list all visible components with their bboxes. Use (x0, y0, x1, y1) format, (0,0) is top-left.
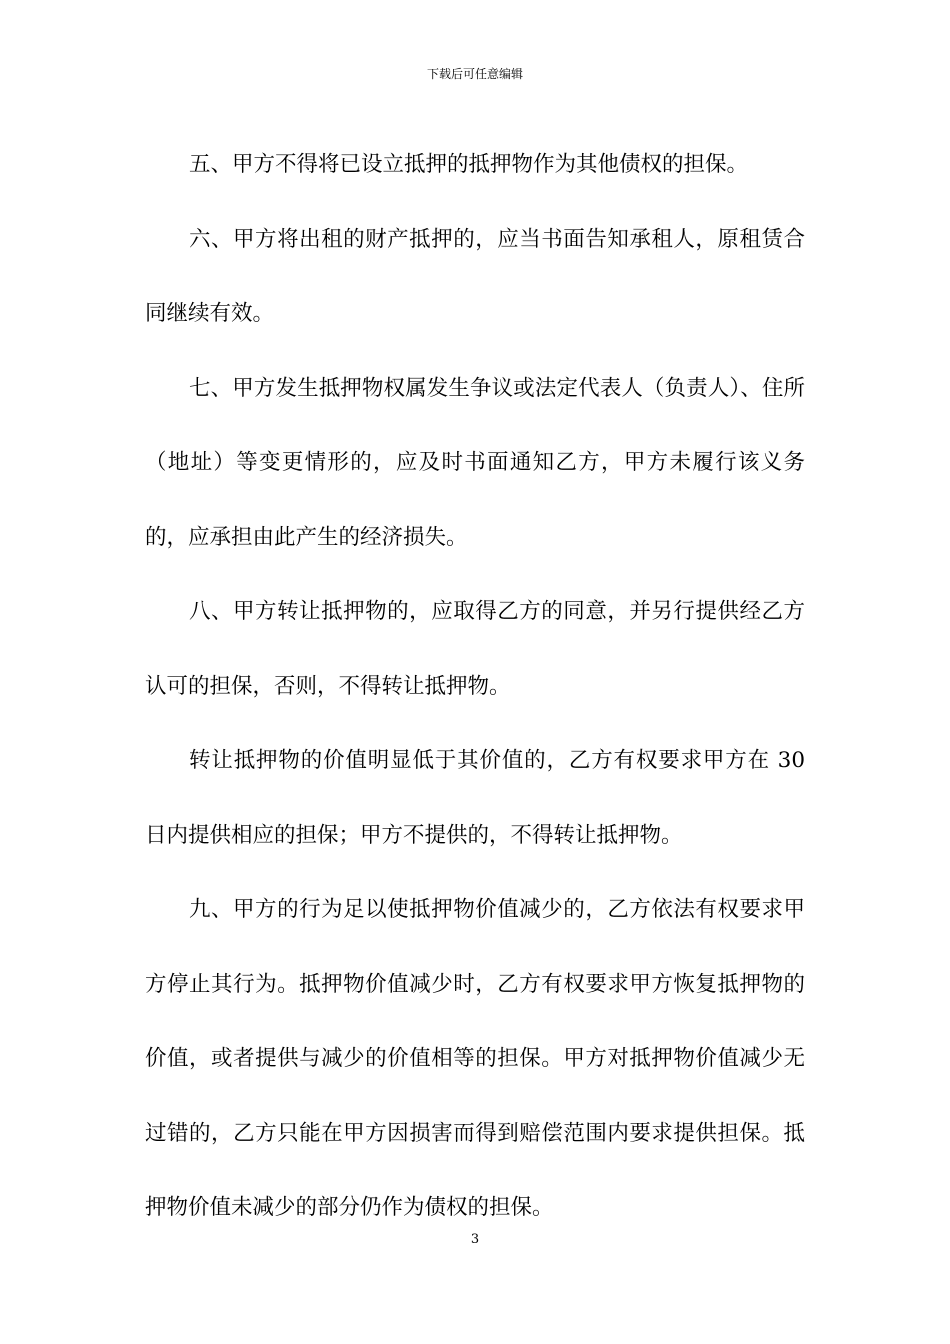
paragraph-clause-5: 五、甲方不得将已设立抵押的抵押物作为其他债权的担保。 (189, 152, 749, 177)
paragraph-clause-7: 七、甲方发生抵押物权属发生争议或法定代表人（负责人）、住所（地址）等变更情形的，应及时书面通知乙方，甲方未履行该义务的，应承担由此产生的经济损失。 (145, 375, 805, 550)
paragraph-clause-6: 六、甲方将出租的财产抵押的，应当书面告知承租人，原租赁合同继续有效。 (145, 226, 805, 326)
document-body (145, 128, 805, 1246)
paragraph-clause-8-transfer: 转让抵押物的价值明显低于其价值的，乙方有权要求甲方在 30 日内提供相应的担保；甲方不提供的，不得转让抵押物。 (145, 748, 805, 848)
paragraph-clause-9: 九、甲方的行为足以使抵押物价值减少的，乙方依法有权要求甲方停止其行为。抵押物价值减少时，乙方有权要求甲方恢复抵押物的价值，或者提供与减少的价值相等的担保。甲方对抵押物价值减少无过错的，乙方只能在甲方因损害而得到赔偿范围内要求提供担保。抵押物价值未减少的部分仍作为债权的担保。 (145, 897, 805, 1220)
page-number: 3 (470, 1232, 480, 1247)
paragraph-clause-8: 八、甲方转让抵押物的，应取得乙方的同意，并另行提供经乙方认可的担保，否则，不得转让抵押物。 (145, 599, 805, 699)
page-header: 下载后可任意编辑 (426, 67, 523, 81)
